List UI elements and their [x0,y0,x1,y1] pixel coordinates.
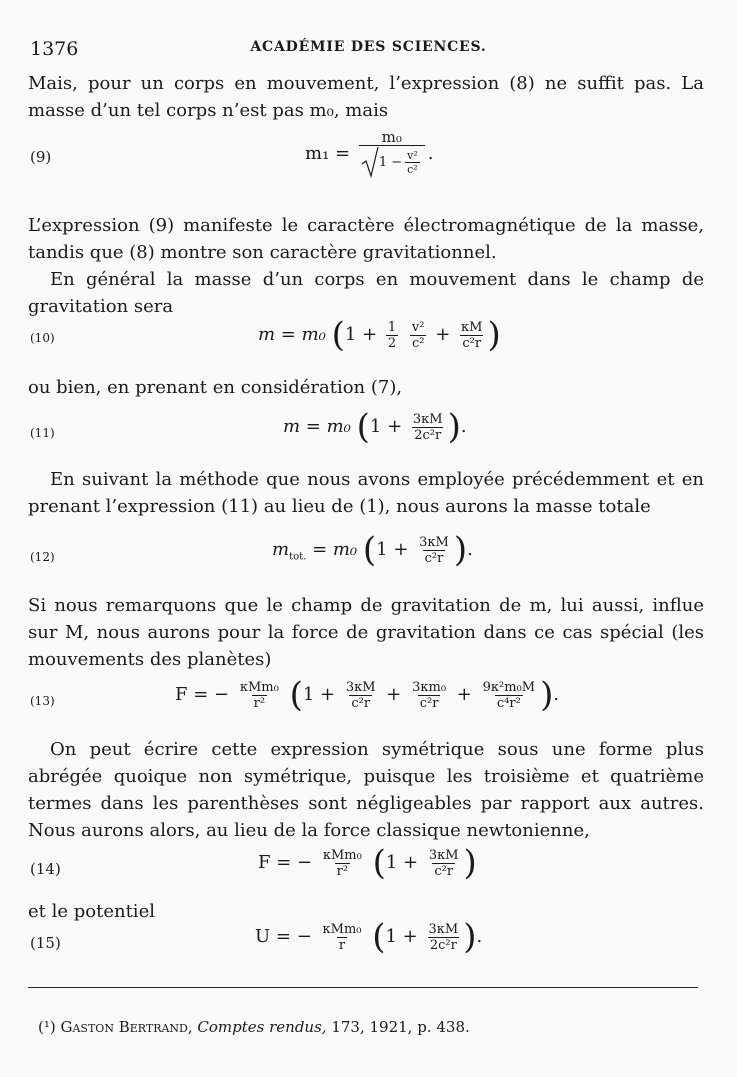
eq-12-one: 1 + [376,539,409,560]
eq-10-c-num: κM [461,319,483,335]
paragraph-1: Mais, pour un corps en mouvement, l’expression (8) ne suffit pas. La masse d’un tel corps n’est pas m₀, mais [28,73,704,121]
eq-10-c-den: c²r [462,335,482,351]
eq-13-plus2: + [456,684,472,705]
eq-13-a-den: c²r [351,695,371,711]
eq-15-lhs: U = − [255,926,312,947]
eq-9-number: (9) [30,148,52,166]
eq-10-b-den: c² [411,335,425,351]
equation-12: $m_{tot.} = m_0$ (1 + $\frac{3\kappa M}{\text{c²r}}$ ). [272,530,473,570]
eq-13-c-den: c⁴r² [496,695,521,711]
eq-9-one: 1 − [378,154,403,170]
eq-10-a-den: 2 [387,335,397,351]
eq-9-num: m₀ [381,128,402,146]
eq-15-number: (15) [30,934,61,952]
eq-12-a-den: c²r [424,550,444,566]
eq-13-b-num: 3κm₀ [412,679,447,695]
eq-13-c-num: 9κ²m₀M [482,679,536,695]
eq-13-f-num: κMm₀ [239,679,279,695]
eq-11-a-num: 3κM [412,411,443,427]
eq-14-number: (14) [30,860,61,878]
eq-10-lhs: m = m₀ [258,324,326,345]
eq-15-one: 1 + [385,926,418,947]
eq-13-plus1: + [386,684,402,705]
equation-15: U = − $\frac{\text{κMm₀}}{r}$ (1 + $\frac{3\kappa M}{\text{2c²r}}$ ). [255,917,483,957]
eq-14-f-den: r² [336,863,349,879]
paragraph-6: Si nous remarquons que le champ de gravitation de m, lui aussi, influe sur M, nous aurons pour la force de gravitation dans ce cas spécial (les mouvements des planètes) [28,595,704,670]
eq-14-lhs: F = − [258,852,313,873]
equation-10: m = m₀ (1 + $\frac{1}{2}$ $\frac{\text{v²}}{\text{c²}}$ + $\frac{\kappa M}{\text{c²r}}$ ) [258,315,501,355]
eq-13-number: (13) [30,694,55,708]
eq-14-one: 1 + [385,852,419,873]
eq-15-a-den: 2c²r [429,937,457,953]
eq-9-rad-num: v² [407,148,418,162]
paragraph-7: On peut écrire cette expression symétrique sous une forme plus abrégée quoique non symétrique, puisque les troisième et quatrième termes dans les parenthèses sont négligeables par rapport aux autres. Nous aurons alors, au lieu de la force classique newtonienne, [28,739,704,841]
eq-10-b-num: v² [411,319,425,335]
footnote-rule [28,987,698,988]
sqrt-symbol [361,146,379,178]
eq-10-one: 1 + [344,324,378,345]
eq-14-a-den: c²r [434,863,454,879]
eq-12-sub: tot. [289,551,307,563]
eq-12-a-num: 3κM [419,534,449,550]
eq-13-one: 1 + [302,684,336,705]
eq-9-rad-den: c² [407,162,418,176]
eq-12-lhs: m [272,539,290,560]
eq-12-number: (12) [30,550,55,564]
eq-14-a-num: 3κM [428,847,459,863]
page-number: 1376 [30,38,79,60]
running-title: ACADÉMIE DES SCIENCES. [250,39,487,55]
eq-10-a-num: 1 [387,319,397,335]
equation-11: m = m₀ (1 + $\frac{3\kappa M}{\text{2c²r}}$ ). [283,407,467,447]
eq-14-f-num: κMm₀ [322,847,362,863]
eq-13-f-den: r² [253,695,266,711]
eq-13-lhs: F = − [175,684,230,705]
paragraph-8: et le potentiel [28,901,155,922]
eq-11-a-den: 2c²r [414,427,442,443]
eq-10-plus: + [435,324,451,345]
eq-13-b-den: c²r [419,695,439,711]
paragraph-5: En suivant la méthode que nous avons employée précédemment et en prenant l’expression (11) au lieu de (1), nous aurons la masse totale [28,469,704,517]
footnote-marker: (¹) [38,1018,56,1036]
eq-9-lhs: m₁ = [305,143,351,164]
paragraph-3: En général la masse d’un corps en mouvement dans le champ de gravitation sera [28,269,704,317]
footnote-ref: 173, 1921, p. 438. [331,1018,470,1036]
eq-15-a-num: 3κM [428,921,459,937]
footnote [38,1018,470,1036]
paragraph-4: ou bien, en prenant en considération (7), [28,377,403,398]
eq-12-eq: = m₀ [312,539,358,560]
footnote-journal: Comptes rendus, [197,1018,327,1036]
equation-9: m₁ = m₀ 1 − $\frac{\text{v²}}{\text{c²}}$ . [305,130,433,178]
eq-11-number: (11) [30,426,55,440]
eq-15-f-den: r [338,937,346,953]
eq-13-a-num: 3κM [345,679,376,695]
eq-10-number: (10) [30,331,55,345]
equation-13: F = − $\frac{\text{κMm₀}}{\text{r²}}$ (1 + $\frac{3\kappa M}{\text{c²r}}$ + $\frac{\text{3κm₀}}{\text{c²r}}$ + $\frac{\text{9κ²m₀M}}{\text{c⁴r²}}$ ). [175,675,560,715]
eq-11-lhs: m = m₀ [283,416,351,437]
footnote-author: Gaston Bertrand, [60,1018,193,1036]
paragraph-2: L’expression (9) manifeste le caractère électromagnétique de la masse, tandis que (8) montre son caractère gravitationnel. [28,215,704,263]
eq-11-one: 1 + [369,416,403,437]
equation-14: F = − $\frac{\text{κMm₀}}{\text{r²}}$ (1 + $\frac{3\kappa M}{\text{c²r}}$ ) [258,843,477,883]
eq-15-f-num: κMm₀ [322,921,362,937]
